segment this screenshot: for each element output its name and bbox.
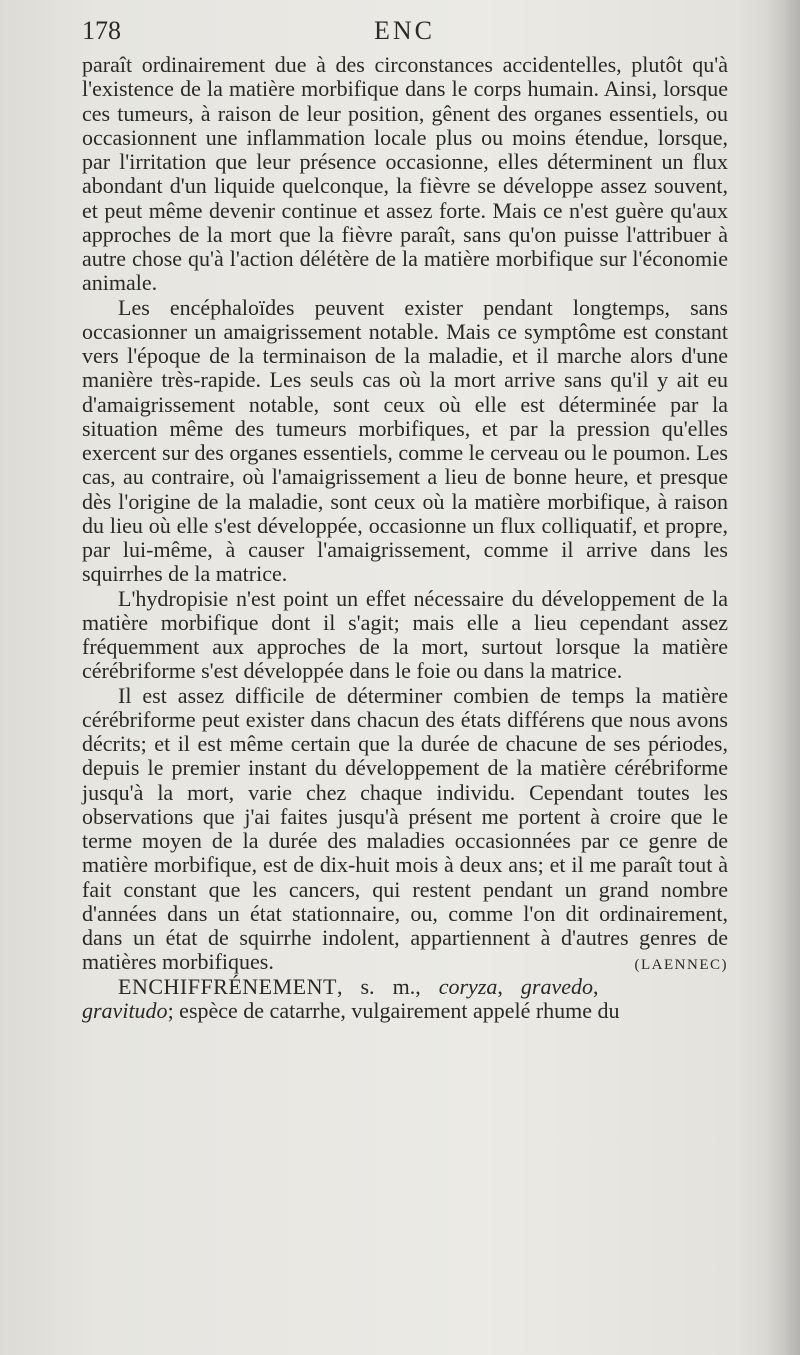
dictionary-entry [82, 975, 728, 1024]
entry-latin-term-2: gravedo [520, 973, 594, 999]
entry-latin-term-1: coryza [438, 973, 498, 999]
paragraph-duration [82, 684, 728, 975]
entry-separator-2: , [593, 973, 599, 999]
page-number: 178 [82, 16, 121, 45]
text-body [82, 53, 728, 1023]
entry-part-of-speech: , s. m., [336, 973, 439, 999]
entry-definition: ; espèce de catarrhe, vulgairement appelé rhume du [167, 997, 620, 1023]
paragraph-duration-text: Il est assez difficile de déterminer combien de temps la matière cérébriforme peut exister dans chacun des états différens que nous avons décrits; et il est même certain que la durée de chacune de ses périodes, depuis le premier instant du développement de la matière cérébriforme jusqu'à la mort, varie chez chaque individu. Cependant toutes les observations que j'ai faites jusqu'à présent me portent à croire que le terme moyen de la durée des maladies occasionnées par ce genre de matière morbifique, est de dix-huit mois à deux ans; et il me paraît tout à fait constant que les cancers, qui restent pendant un grand nombre d'années dans un état stationnaire, ou, comme l'on dit ordinairement, dans un état de squirrhe indolent, appartiennent à d'autres genres de matières morbifiques. [82, 682, 728, 975]
running-head: ENC [374, 16, 435, 45]
entry-headword: ENCHIFFRÉNEMENT [118, 973, 337, 999]
paragraph-dropsy: L'hydropisie n'est point un effet nécessaire du développement de la matière morbifique dont il s'agit; mais elle a lieu cependant assez fréquemment aux approches de la mort, surtout lorsque la matière cérébriforme s'est développée dans le foie ou dans la matrice. [82, 585, 728, 684]
author-signature: (LAENNEC) [634, 957, 728, 974]
entry-separator-1: , [497, 973, 521, 999]
page-header [82, 16, 728, 48]
page-edge-shadow [766, 0, 800, 1355]
paragraph-emaciation: Les encéphaloïdes peuvent exister pendant longtemps, sans occasionner un amaigrissement notable. Mais ce symptôme est constant vers l'époque de la terminaison de la maladie, et il marche alors d'une manière très-rapide. Les seuls cas où la mort arrive sans qu'il y ait eu d'amaigrissement notable, sont ceux où elle est déterminée par la situation même des tumeurs morbifiques, et par la pression qu'elles exercent sur des organes essentiels, comme le cerveau ou le poumon. Les cas, au contraire, où l'amaigrissement a lieu de bonne heure, et presque dès l'origine de la maladie, sont ceux où la matière morbifique, à raison du lieu où elle s'est développée, occasionne un flux colliquatif, et propre, par lui-même, à causer l'amaigrissement, comme il arrive dans les squirrhes de la matrice. [82, 294, 728, 587]
paragraph-continuation: paraît ordinairement due à des circonstances accidentelles, plutôt qu'à l'existence de la matière morbifique dans le corps humain. Ainsi, lorsque ces tumeurs, à raison de leur position, gênent des organes essentiels, ou occasionnent une inflammation locale plus ou moins étendue, lorsque, par l'irritation que leur présence occasionne, elles déterminent un flux abondant d'un liquide quelconque, la fièvre se développe assez souvent, et peut même devenir continue et assez forte. Mais ce n'est guère qu'aux approches de la mort que la fièvre paraît, sans qu'on puisse l'attribuer à autre chose qu'à l'action délétère de la matière morbifique sur l'économie animale. [82, 52, 728, 296]
entry-latin-term-3: gravitudo [82, 997, 168, 1023]
